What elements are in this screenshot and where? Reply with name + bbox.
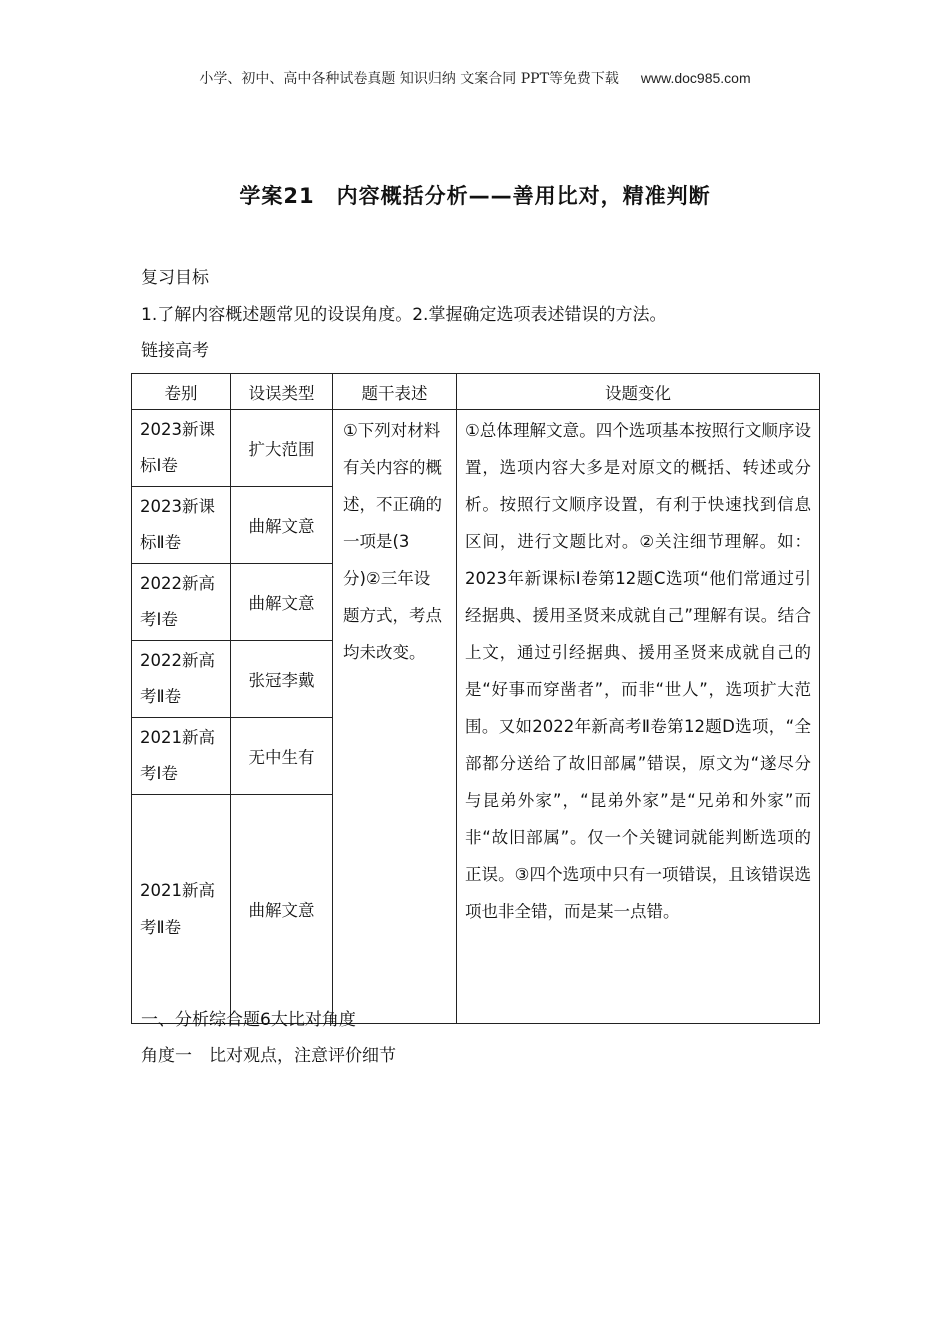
header-stem: 题干表述 — [333, 374, 457, 410]
link-heading: 链接高考 — [141, 341, 209, 361]
type-cell: 扩大范围 — [231, 410, 333, 487]
header-site[interactable]: www.doc985.com — [640, 70, 751, 86]
page-header — [0, 68, 950, 88]
exam-cell: 2021新高考Ⅱ卷 — [132, 795, 231, 1024]
type-cell: 张冠李戴 — [231, 641, 333, 718]
header-exam: 卷别 — [132, 374, 231, 410]
exam-cell: 2022新高考Ⅰ卷 — [132, 564, 231, 641]
type-cell: 曲解文意 — [231, 795, 333, 1024]
section-heading: 一、分析综合题6大比对角度 — [141, 1010, 356, 1030]
angle-heading: 角度一 比对观点，注意评价细节 — [141, 1046, 396, 1066]
review-heading: 复习目标 — [141, 268, 209, 288]
exam-cell: 2023新课标Ⅱ卷 — [132, 487, 231, 564]
header-text: 小学、初中、高中各种试卷真题 知识归纳 文案合同 PPT等免费下载 — [199, 71, 619, 87]
table-row — [132, 410, 820, 487]
type-cell: 无中生有 — [231, 718, 333, 795]
header-type: 设误类型 — [231, 374, 333, 410]
exam-table — [131, 373, 820, 1024]
exam-cell: 2021新高考Ⅰ卷 — [132, 718, 231, 795]
change-cell: ①总体理解文意。四个选项基本按照行文顺序设置，选项内容大多是对原文的概括、转述或分析。按照行文顺序设置，有利于快速找到信息区间，进行文题比对。②关注细节理解。如：2023年新课标Ⅰ卷第12题C选项“他们常通过引经据典、援用圣贤来成就自己”理解有误。结合上文，通过引经据典、援用圣贤来成就自己的是“好事而穿凿者”，而非“世人”，选项扩大范围。又如2022年新高考Ⅱ卷第12题D选项，“全部都分送给了故旧部属”错误，原文为“遂尽分与昆弟外家”，“昆弟外家”是“兄弟和外家”而非“故旧部属”。仅一个关键词就能判断选项的正误。③四个选项中只有一项错误，且该错误选项也非全错，而是某一点错。 — [457, 410, 820, 1024]
table-header-row — [132, 374, 820, 410]
exam-cell: 2023新课标Ⅰ卷 — [132, 410, 231, 487]
header-change: 设题变化 — [457, 374, 820, 410]
stem-cell: ①下列对材料有关内容的概述，不正确的一项是(3分)②三年设题方式，考点均未改变。 — [333, 410, 457, 1024]
type-cell: 曲解文意 — [231, 487, 333, 564]
page-title: 学案21 内容概括分析——善用比对，精准判断 — [239, 184, 711, 208]
type-cell: 曲解文意 — [231, 564, 333, 641]
exam-cell: 2022新高考Ⅱ卷 — [132, 641, 231, 718]
goals-text: 1.了解内容概述题常见的设误角度。2.掌握确定选项表述错误的方法。 — [141, 305, 667, 325]
